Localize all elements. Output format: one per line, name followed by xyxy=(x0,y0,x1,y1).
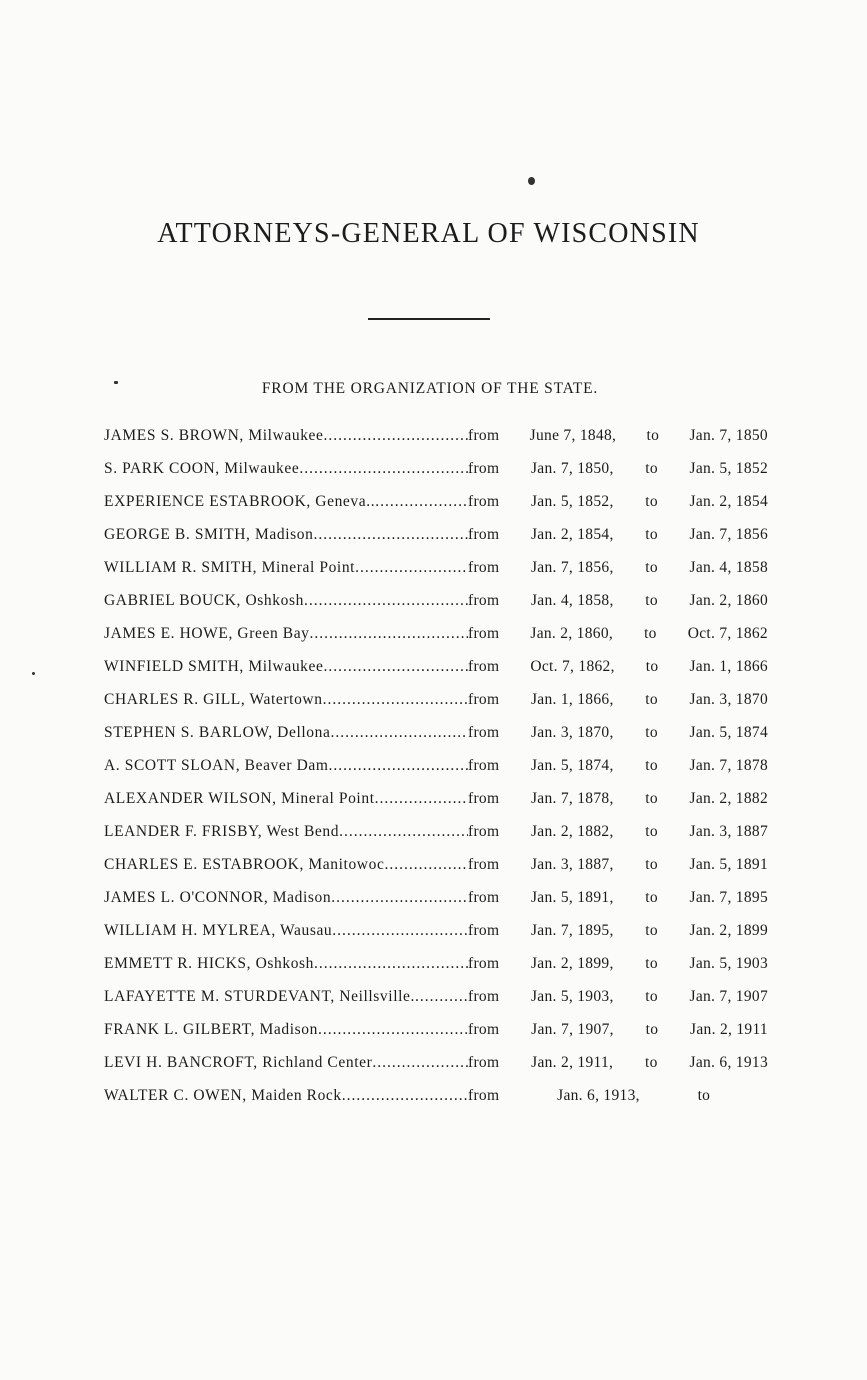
entry-name-cell xyxy=(104,1084,468,1108)
attorney-name: WILLIAM H. MYLREA, Wausau xyxy=(104,922,333,939)
entry-name-cell xyxy=(104,424,468,448)
to-label: to xyxy=(645,955,658,972)
entry-name-cell xyxy=(104,556,468,580)
term-end: Jan. 2, 1899 xyxy=(689,922,768,939)
term-end: Jan. 2, 1882 xyxy=(689,790,768,807)
term-start: Jan. 7, 1907, xyxy=(531,1021,614,1038)
list-item xyxy=(104,886,768,919)
term-start: Jan. 7, 1878, xyxy=(530,790,614,807)
term-end: Jan. 1, 1866 xyxy=(689,658,768,675)
list-item xyxy=(104,985,768,1018)
to-label: to xyxy=(645,724,658,741)
attorney-name: GABRIEL BOUCK, Oshkosh xyxy=(104,592,304,609)
dot-leader xyxy=(332,919,468,943)
term-end: Jan. 2, 1860 xyxy=(689,592,768,609)
list-item xyxy=(104,853,768,886)
term-dates xyxy=(468,523,768,547)
term-dates xyxy=(468,787,768,811)
from-label: from xyxy=(468,889,500,906)
entry-name-cell xyxy=(104,622,468,646)
list-item xyxy=(104,787,768,820)
attorney-name: JAMES L. O'CONNOR, Madison xyxy=(104,889,332,906)
from-label: from xyxy=(468,493,500,510)
ink-speck xyxy=(32,672,35,675)
entry-name-cell xyxy=(104,655,468,679)
dot-leader xyxy=(415,985,468,1009)
term-start: Jan. 4, 1858, xyxy=(530,592,614,609)
list-item xyxy=(104,721,768,754)
attorney-name: S. PARK COON, Milwaukee xyxy=(104,460,300,477)
term-dates xyxy=(468,820,768,844)
term-start: Jan. 5, 1891, xyxy=(530,889,614,906)
dot-leader xyxy=(339,820,468,844)
term-end: Jan. 2, 1854 xyxy=(689,493,768,510)
from-label: from xyxy=(468,658,500,675)
dot-leader xyxy=(318,1018,468,1042)
term-start: Jan. 2, 1911, xyxy=(531,1054,614,1071)
from-label: from xyxy=(468,988,500,1005)
term-start: Jan. 2, 1854, xyxy=(530,526,614,543)
list-item xyxy=(104,820,768,853)
dot-leader xyxy=(304,589,468,613)
to-label: to xyxy=(645,1054,658,1071)
list-item xyxy=(104,1051,768,1084)
from-label: from xyxy=(468,559,500,576)
term-start: Jan. 5, 1903, xyxy=(530,988,614,1005)
entry-name-cell xyxy=(104,523,468,547)
to-label: to xyxy=(645,559,658,576)
term-end: Jan. 7, 1850 xyxy=(689,427,768,444)
list-item xyxy=(104,1018,768,1051)
entry-name-cell xyxy=(104,886,468,910)
dot-leader xyxy=(323,655,468,679)
from-label: from xyxy=(468,625,500,642)
attorney-name: A. SCOTT SLOAN, Beaver Dam xyxy=(104,757,329,774)
attorney-name: EMMETT R. HICKS, Oshkosh xyxy=(104,955,315,972)
from-label: from xyxy=(468,1054,500,1071)
attorney-name: FRANK L. GILBERT, Madison xyxy=(104,1021,318,1038)
from-label: from xyxy=(468,427,500,444)
term-start: Jan. 7, 1850, xyxy=(530,460,614,477)
from-label: from xyxy=(468,724,500,741)
term-end: Jan. 5, 1852 xyxy=(689,460,768,477)
term-end: Jan. 4, 1858 xyxy=(689,559,768,576)
ink-speck xyxy=(528,177,535,185)
to-label: to xyxy=(645,526,658,543)
entry-name-cell xyxy=(104,952,468,976)
term-end: Jan. 7, 1878 xyxy=(689,757,768,774)
term-dates xyxy=(468,589,768,613)
entry-name-cell xyxy=(104,787,468,811)
from-label: from xyxy=(468,757,500,774)
attorney-name: WILLIAM R. SMITH, Mineral Point xyxy=(104,559,356,576)
term-end: Jan. 7, 1907 xyxy=(689,988,768,1005)
entry-name-cell xyxy=(104,721,468,745)
to-label: to xyxy=(645,592,658,609)
list-item xyxy=(104,919,768,952)
list-item xyxy=(104,556,768,589)
term-start: Jan. 5, 1852, xyxy=(530,493,614,510)
attorney-name: ALEXANDER WILSON, Mineral Point xyxy=(104,790,375,807)
term-start: Jan. 2, 1860, xyxy=(530,625,614,642)
entry-name-cell xyxy=(104,820,468,844)
dot-leader xyxy=(314,952,468,976)
from-label: from xyxy=(468,922,500,939)
term-start: Jan. 2, 1882, xyxy=(530,823,614,840)
term-end: Jan. 2, 1911 xyxy=(690,1021,768,1038)
to-label: to xyxy=(645,823,658,840)
term-dates xyxy=(468,424,768,448)
page-subtitle: FROM THE ORGANIZATION OF THE STATE. xyxy=(261,380,599,397)
term-dates xyxy=(468,754,768,778)
dot-leader xyxy=(323,688,468,712)
from-label: from xyxy=(468,460,500,477)
entry-name-cell xyxy=(104,853,468,877)
term-dates xyxy=(468,985,768,1009)
list-item xyxy=(104,655,768,688)
list-item xyxy=(104,754,768,787)
term-dates xyxy=(468,952,768,976)
term-dates xyxy=(468,688,768,712)
attorney-name: STEPHEN S. BARLOW, Dellona xyxy=(104,724,331,741)
list-item xyxy=(104,589,768,622)
term-end: Jan. 5, 1903 xyxy=(689,955,768,972)
list-item xyxy=(104,523,768,556)
from-label: from xyxy=(468,955,500,972)
list-item xyxy=(104,1084,764,1117)
attorney-name: EXPERIENCE ESTABROOK, Geneva.. xyxy=(104,493,376,510)
from-label: from xyxy=(468,790,500,807)
attorney-name: JAMES S. BROWN, Milwaukee xyxy=(104,427,324,444)
attorney-name: CHARLES R. GILL, Watertown xyxy=(104,691,323,708)
term-start: Jan. 2, 1899, xyxy=(530,955,614,972)
from-label: from xyxy=(468,526,500,543)
to-label: to xyxy=(645,691,658,708)
term-start: Jan. 7, 1895, xyxy=(530,922,614,939)
to-label: to xyxy=(645,790,658,807)
to-label: to xyxy=(644,625,657,642)
dot-leader xyxy=(329,754,468,778)
dot-leader xyxy=(330,721,468,745)
dot-leader xyxy=(331,886,468,910)
to-label: to xyxy=(645,922,658,939)
list-item xyxy=(104,490,768,523)
entry-name-cell xyxy=(104,457,468,481)
list-item xyxy=(104,457,768,490)
dot-leader xyxy=(342,1084,468,1108)
from-label: from xyxy=(468,691,500,708)
entry-name-cell xyxy=(104,985,468,1009)
dot-leader xyxy=(355,556,468,580)
term-dates xyxy=(468,457,768,481)
attorney-name: LEANDER F. FRISBY, West Bend xyxy=(104,823,340,840)
title-divider xyxy=(368,318,490,320)
dot-leader xyxy=(372,1051,468,1075)
term-dates xyxy=(468,886,768,910)
entry-name-cell xyxy=(104,1018,468,1042)
list-item xyxy=(104,688,768,721)
term-end: Jan. 7, 1895 xyxy=(689,889,768,906)
attorney-name: CHARLES E. ESTABROOK, Manitowoc xyxy=(104,856,385,873)
dot-leader xyxy=(324,424,468,448)
term-dates xyxy=(468,853,768,877)
attorneys-general-list xyxy=(104,424,768,1117)
term-start: Oct. 7, 1862, xyxy=(530,658,615,675)
term-dates xyxy=(468,490,768,514)
term-dates xyxy=(468,721,768,745)
page-title: ATTORNEYS-GENERAL OF WISCONSIN xyxy=(157,218,700,249)
to-label: to xyxy=(645,988,658,1005)
dot-leader xyxy=(375,490,468,514)
dot-leader xyxy=(384,853,468,877)
term-dates xyxy=(468,919,768,943)
term-start: June 7, 1848, xyxy=(529,427,617,444)
dot-leader xyxy=(310,622,468,646)
term-start: Jan. 7, 1856, xyxy=(530,559,614,576)
term-start: Jan. 5, 1874, xyxy=(530,757,614,774)
list-item xyxy=(104,622,768,655)
term-start: Jan. 6, 1913, xyxy=(557,1087,640,1104)
term-end: Jan. 7, 1856 xyxy=(689,526,768,543)
to-label: to xyxy=(645,1021,659,1038)
to-label: to xyxy=(645,493,658,510)
entry-name-cell xyxy=(104,919,468,943)
to-label: to xyxy=(645,460,658,477)
attorney-name: LAFAYETTE M. STURDEVANT, Neillsville. xyxy=(104,988,415,1005)
attorney-name: JAMES E. HOWE, Green Bay xyxy=(104,625,310,642)
entry-name-cell xyxy=(104,490,468,514)
to-label: to xyxy=(645,856,658,873)
term-dates xyxy=(468,622,768,646)
to-label: to xyxy=(645,757,658,774)
term-dates xyxy=(468,655,768,679)
term-dates xyxy=(468,1084,768,1108)
to-label: to xyxy=(646,427,660,444)
dot-leader xyxy=(299,457,468,481)
entry-name-cell xyxy=(104,1051,468,1075)
attorney-name: GEORGE B. SMITH, Madison xyxy=(104,526,314,543)
to-label: to xyxy=(645,889,658,906)
from-label: from xyxy=(468,856,500,873)
from-label: from xyxy=(468,823,500,840)
attorney-name: WINFIELD SMITH, Milwaukee xyxy=(104,658,324,675)
dot-leader xyxy=(313,523,468,547)
attorney-name: LEVI H. BANCROFT, Richland Center xyxy=(104,1054,373,1071)
term-end: Jan. 6, 1913 xyxy=(689,1054,768,1071)
entry-name-cell xyxy=(104,688,468,712)
to-label: to xyxy=(645,658,659,675)
term-dates xyxy=(468,1051,768,1075)
dot-leader xyxy=(375,787,468,811)
term-end: Jan. 3, 1887 xyxy=(689,823,768,840)
from-label: from xyxy=(468,592,500,609)
term-dates xyxy=(468,556,768,580)
entry-name-cell xyxy=(104,754,468,778)
term-end: Jan. 3, 1870 xyxy=(689,691,768,708)
term-start: Jan. 3, 1870, xyxy=(530,724,614,741)
term-end: Jan. 5, 1891 xyxy=(689,856,768,873)
list-item xyxy=(104,952,768,985)
term-end: Oct. 7, 1862 xyxy=(687,625,768,642)
term-start: Jan. 3, 1887, xyxy=(530,856,614,873)
attorney-name: WALTER C. OWEN, Maiden Rock xyxy=(104,1087,342,1104)
from-label: from xyxy=(468,1021,500,1038)
term-start: Jan. 1, 1866, xyxy=(530,691,614,708)
entry-name-cell xyxy=(104,589,468,613)
term-end: Jan. 5, 1874 xyxy=(689,724,768,741)
to-label: to xyxy=(697,1087,711,1104)
term-dates xyxy=(468,1018,768,1042)
from-label: from xyxy=(468,1087,500,1104)
list-item xyxy=(104,424,768,457)
